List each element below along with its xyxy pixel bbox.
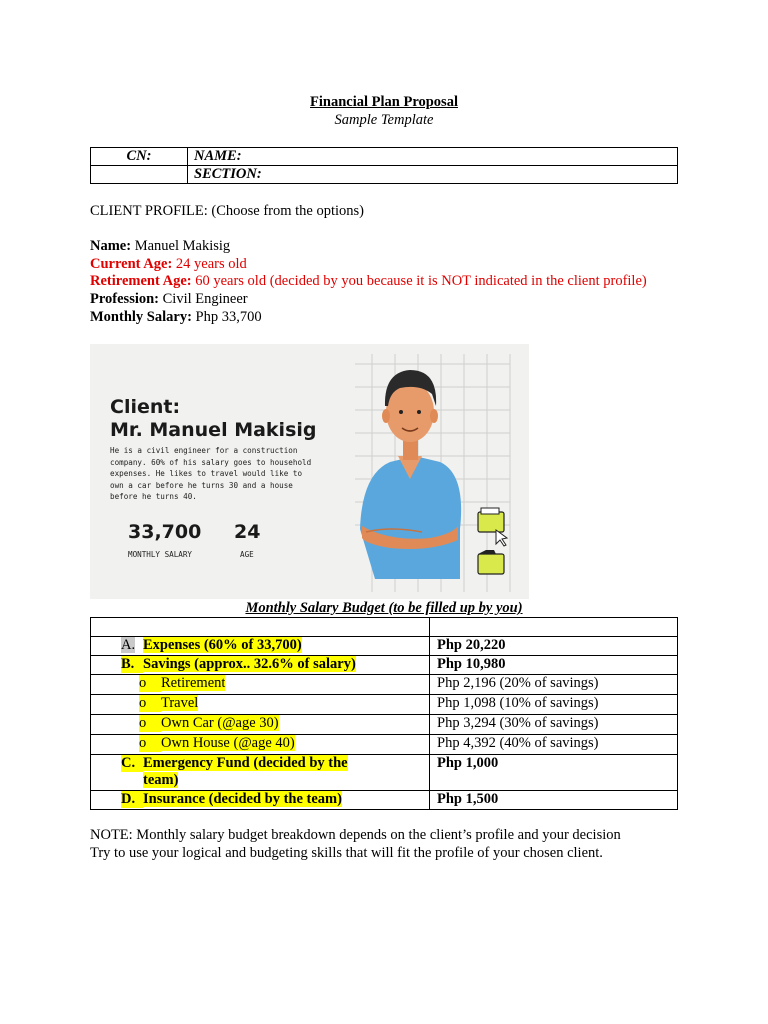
card-description: He is a civil engineer for a construction company. 60% of his salary goes to household expenses. He likes to travel would like to own a car before he turns 30 and a house before he turns 40.	[110, 446, 312, 501]
row-label-text: Emergency Fund (decided by the	[143, 755, 348, 771]
bullet-icon: o	[139, 675, 161, 692]
row-letter: D.	[121, 791, 143, 808]
profession-field-value: Civil Engineer	[162, 291, 248, 308]
name-field-label: Name:	[90, 238, 132, 254]
folder-icon	[478, 550, 504, 574]
student-info-table	[90, 147, 678, 184]
card-salary-number: 33,700	[128, 521, 202, 543]
table-row	[91, 695, 678, 715]
row-value: Php 1,500	[430, 791, 678, 810]
client-profile-heading: CLIENT PROFILE: (Choose from the options)	[90, 203, 365, 219]
table-row	[91, 735, 678, 755]
row-value: Php 10,980	[430, 656, 678, 675]
bullet-icon: o	[139, 735, 161, 752]
name-label: NAME:	[188, 148, 678, 166]
budget-empty-cell	[91, 618, 430, 637]
table-row	[91, 791, 678, 810]
budget-row-label	[91, 656, 430, 675]
profession-field-label: Profession:	[90, 291, 160, 308]
row-value: Php 4,392 (40% of savings)	[430, 735, 678, 755]
row-value: Php 20,220	[430, 637, 678, 656]
cn-value-cell	[91, 166, 188, 184]
row-value: Php 1,098 (10% of savings)	[430, 695, 678, 715]
row-value: Php 3,294 (30% of savings)	[430, 715, 678, 735]
note-line2: Try to use your logical and budgeting skills that will fit the profile of your chosen client.	[90, 845, 603, 861]
row-label-text: Insurance (decided by the team)	[143, 791, 342, 807]
budget-row-label	[91, 715, 430, 735]
folder-icon	[478, 508, 504, 532]
note-line1: NOTE: Monthly salary budget breakdown depends on the client’s profile and your decision	[90, 827, 621, 843]
client-profile-details	[90, 238, 647, 327]
row-label-text: Retirement	[161, 675, 226, 691]
budget-row-label	[91, 755, 430, 791]
cn-label: CN:	[91, 148, 188, 166]
row-label-text: Own House (@age 40)	[161, 735, 295, 751]
salary-field-value: Php 33,700	[195, 308, 262, 325]
bullet-icon: o	[139, 715, 161, 732]
card-age-caption: AGE	[240, 550, 254, 559]
budget-row-label	[91, 791, 430, 810]
age-field-label: Current Age:	[90, 255, 173, 272]
card-heading-line2: Mr. Manuel Makisig	[110, 419, 317, 441]
note-section	[90, 826, 621, 862]
profile-profession-line	[90, 291, 647, 309]
row-label-text: Expenses (60% of 33,700)	[143, 637, 302, 653]
name-field-value: Manuel Makisig	[134, 238, 231, 254]
budget-row-label	[91, 695, 430, 715]
bullet-icon: o	[139, 695, 161, 712]
table-row	[91, 637, 678, 656]
age-field-value: 24 years old	[175, 255, 247, 272]
row-value: Php 2,196 (20% of savings)	[430, 675, 678, 695]
row-letter: B.	[121, 656, 143, 673]
row-label-text-cont: team)	[143, 772, 179, 788]
budget-empty-cell	[430, 618, 678, 637]
budget-title: Monthly Salary Budget (to be filled up by you)	[245, 600, 523, 616]
profile-age-line	[90, 256, 647, 274]
document-subtitle: Sample Template	[334, 112, 434, 128]
retirement-field-value: 60 years old (decided by you because it is NOT indicated in the client profile)	[195, 273, 647, 290]
retirement-field-label: Retirement Age:	[90, 273, 192, 290]
table-row	[91, 675, 678, 695]
row-letter: C.	[121, 755, 143, 772]
profile-retirement-line	[90, 273, 647, 291]
table-row	[91, 755, 678, 791]
row-letter: A.	[121, 637, 136, 653]
card-salary-caption: MONTHLY SALARY	[128, 550, 193, 559]
salary-field-label: Monthly Salary:	[90, 308, 192, 325]
client-card-image	[90, 344, 529, 599]
budget-row-label	[91, 675, 430, 695]
section-label: SECTION:	[188, 166, 678, 184]
row-label-text: Travel	[161, 695, 199, 711]
row-label-text: Savings (approx.. 32.6% of salary)	[143, 656, 356, 672]
budget-row-label	[91, 735, 430, 755]
table-row	[91, 618, 678, 637]
neck	[403, 440, 418, 460]
row-value: Php 1,000	[430, 755, 678, 791]
table-row	[91, 656, 678, 675]
budget-table	[90, 617, 678, 810]
profile-salary-line	[90, 309, 647, 327]
budget-row-label	[91, 637, 430, 656]
profile-name-line	[90, 238, 647, 256]
document-title: Financial Plan Proposal	[310, 94, 458, 110]
card-age-number: 24	[234, 521, 261, 543]
card-heading-line1: Client:	[110, 396, 181, 418]
row-label-text: Own Car (@age 30)	[161, 715, 279, 731]
table-row	[91, 715, 678, 735]
